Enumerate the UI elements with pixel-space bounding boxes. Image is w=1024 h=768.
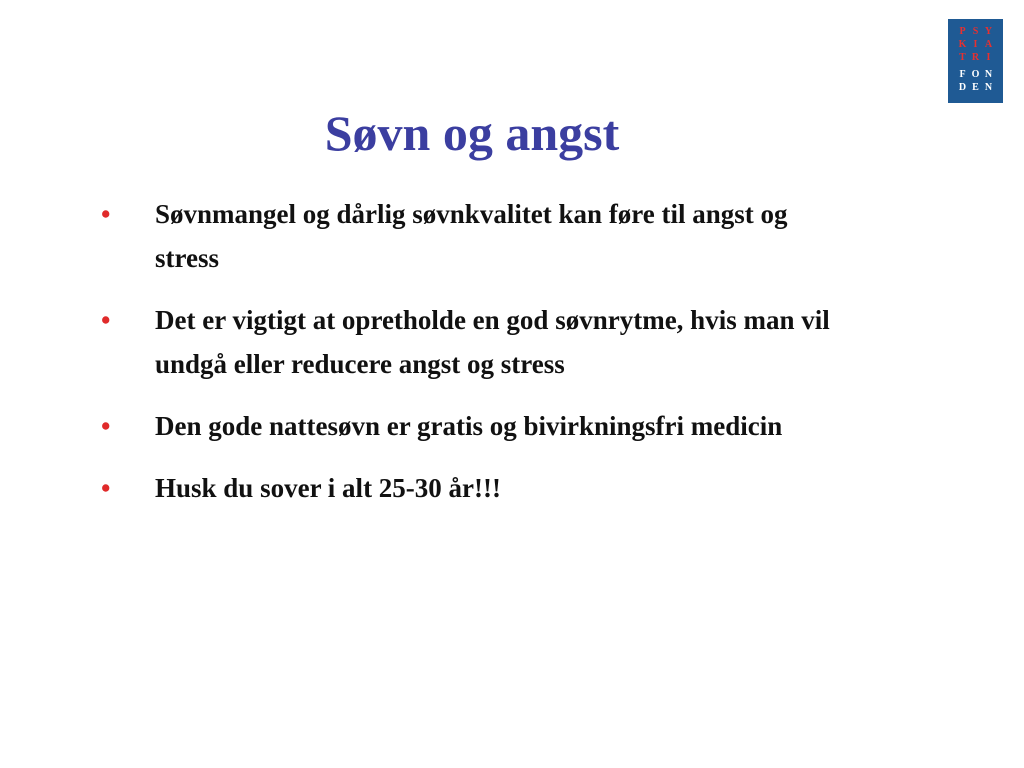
logo-letter: P [959,26,966,37]
logo-letter: Y [984,26,993,37]
logo-letter: F [959,69,966,80]
logo-row [948,81,1003,94]
psykiatrifonden-logo [948,19,1003,103]
logo-letter: A [984,39,993,50]
logo-letter: I [973,39,978,50]
bullet-item [101,404,841,448]
bullet-item [101,466,841,510]
bullet-list [101,192,841,528]
bullet-item [101,192,841,280]
logo-letter: E [972,82,979,93]
slide-title: Søvn og angst [324,105,620,161]
bullet-text: Søvnmangel og dårlig søvnkvalitet kan føre til angst og stress [155,199,788,273]
logo-letter: T [959,52,966,63]
bullet-text: Det er vigtigt at opretholde en god søvnrytme, hvis man vil undgå eller reducere angst og stress [155,305,830,379]
bullet-icon: • [101,305,111,335]
logo-letter: O [971,69,980,80]
bullet-icon: • [101,199,111,229]
logo-row [948,68,1003,81]
logo-letter: R [971,52,980,63]
logo-letter: D [958,82,967,93]
logo-letter: N [984,82,993,93]
logo-letter: N [984,69,993,80]
logo-letter: K [958,39,967,50]
logo-row [948,38,1003,51]
bullet-text: Den gode nattesøvn er gratis og bivirkningsfri medicin [155,411,783,441]
bullet-text: Husk du sover i alt 25-30 år!!! [155,473,502,503]
logo-letter: S [972,26,979,37]
logo-row [948,51,1003,64]
logo-row [948,25,1003,38]
bullet-icon: • [101,473,111,503]
logo-letter: I [986,52,991,63]
bullet-icon: • [101,411,111,441]
bullet-item [101,298,841,386]
